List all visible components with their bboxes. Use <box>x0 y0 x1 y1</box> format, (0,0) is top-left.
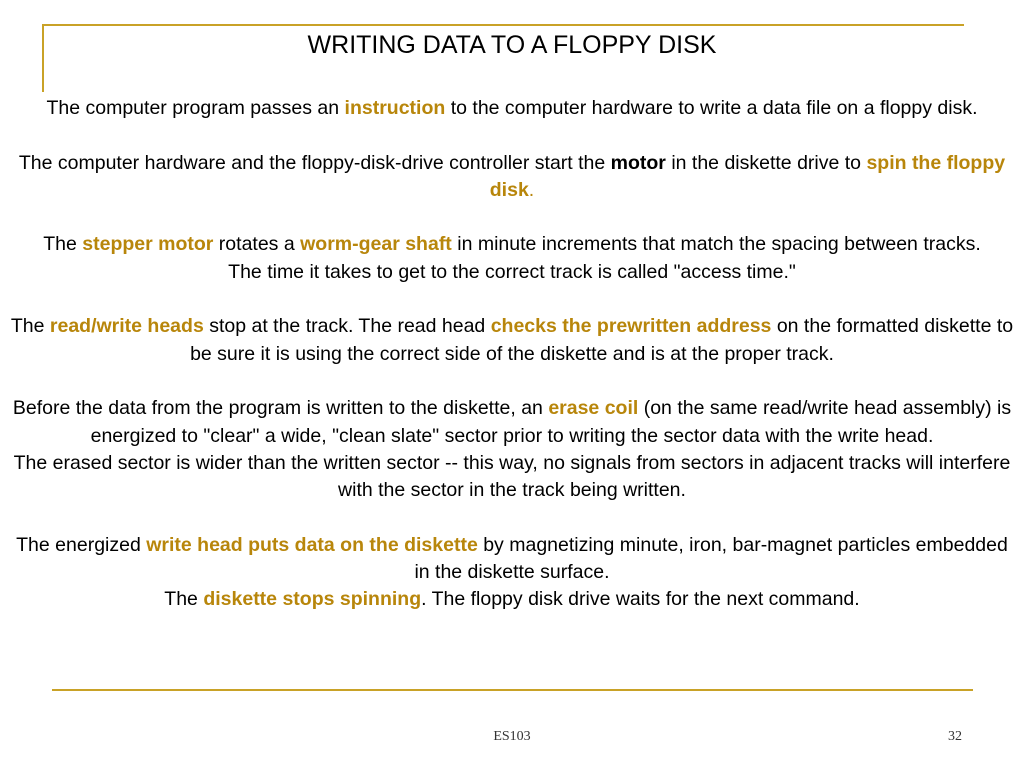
paragraph-instruction: The computer program passes an instruction to the computer hardware to write a data file on a floppy disk. <box>46 97 978 119</box>
paragraph-write-head: The energized write head puts data on the diskette by magnetizing minute, iron, bar-magnet particles embedded in the diskette surface. The diskette stops spinning. The floppy disk drive waits for the next command. <box>16 533 1008 611</box>
frame-bottom-rule <box>52 689 973 691</box>
keyword-erase-coil: erase coil <box>548 397 639 420</box>
keyword-read-write-heads: read/write heads <box>49 315 204 338</box>
paragraph-read-write-heads: The read/write heads stop at the track. The read head checks the prewritten address on the formatted diskette to be sure it is using the correct side of the diskette and is at the proper track. <box>10 315 1014 365</box>
keyword-stepper-motor: stepper motor <box>82 233 214 256</box>
keyword-checks-prewritten-address: checks the prewritten address <box>490 315 772 338</box>
slide-body <box>6 95 1018 614</box>
keyword-diskette-stops-spinning: diskette stops spinning <box>203 588 422 611</box>
keyword-spin-the-floppy-disk: spin the floppy disk <box>489 151 1006 201</box>
frame-top-rule <box>42 24 964 26</box>
paragraph-motor: The computer hardware and the floppy-disk-drive controller start the motor in the diskette drive to spin the floppy disk. <box>18 151 1006 201</box>
footer-course-code: ES103 <box>493 729 531 744</box>
keyword-write-head-puts-data: write head puts data on the diskette <box>146 533 478 556</box>
paragraph-erase-coil: Before the data from the program is written to the diskette, an erase coil (on the same read/write head assembly) is energized to "clear" a wide, "clean slate" sector prior to writing the sector data with the write head. The erased sector is wider than the written sector -- this way, no signals from sectors in adjacent tracks will interfere with the sector in the track being written. <box>12 397 1012 502</box>
keyword-motor: motor <box>610 151 666 174</box>
paragraph-stepper-motor: The stepper motor rotates a worm-gear shaft in minute increments that match the spacing between tracks. The time it takes to get to the correct track is called "access time." <box>43 233 981 283</box>
keyword-worm-gear-shaft: worm-gear shaft <box>300 233 452 256</box>
footer-page-number: 32 <box>948 729 962 744</box>
slide-title: WRITING DATA TO A FLOPPY DISK <box>307 31 717 59</box>
keyword-instruction: instruction <box>344 97 446 119</box>
